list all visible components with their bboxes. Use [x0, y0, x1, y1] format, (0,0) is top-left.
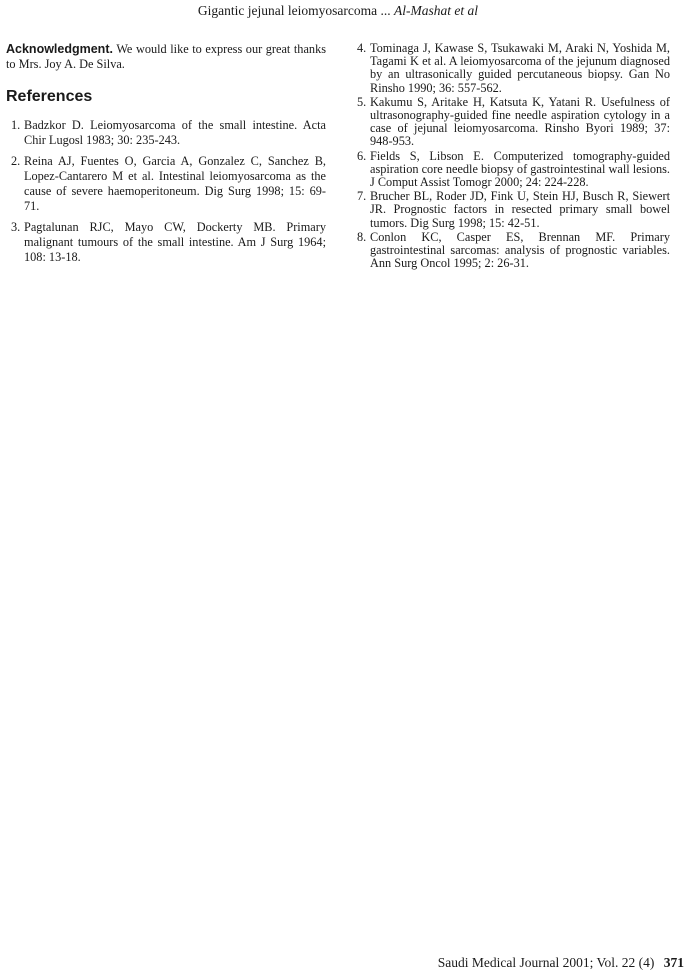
reference-item: [6, 118, 326, 148]
right-column: [352, 42, 670, 271]
reference-list-left: [6, 118, 326, 265]
reference-number: 8.: [357, 229, 367, 244]
reference-text: Reina AJ, Fuentes O, Garcia A, Gonzalez C, Sanchez B, Lopez-Cantarero M et al. Intestinal leiomyosarcoma as the cause of severe haemoperitoneum. Dig Surg 1998; 15: 69-71.: [24, 154, 326, 213]
reference-number: 5.: [357, 94, 367, 109]
reference-text: Brucher BL, Roder JD, Fink U, Stein HJ, Busch R, Siewert JR. Prognostic factors in resected primary small bowel tumors. Dig Surg 1998; 15: 42-51.: [370, 189, 670, 230]
running-header-title: Gigantic jejunal leiomyosarcoma ...: [197, 3, 391, 18]
reference-text: Badzkor D. Leiomyosarcoma of the small intestine. Acta Chir Lugosl 1983; 30: 235-243.: [24, 118, 326, 147]
reference-item: [352, 190, 670, 230]
page-footer: [438, 955, 684, 971]
running-header: [198, 3, 478, 19]
reference-number: 4.: [357, 41, 367, 55]
reference-number: 7.: [357, 189, 367, 204]
reference-number: 2.: [11, 154, 21, 168]
reference-text: Pagtalunan RJC, Mayo CW, Dockerty MB. Primary malignant tumours of the small intestine. Am J Surg 1964; 108: 13-18.: [24, 220, 326, 264]
acknowledgment: [6, 42, 326, 72]
reference-item: [352, 231, 670, 271]
reference-item: [6, 154, 326, 214]
reference-number: 1.: [11, 118, 21, 132]
reference-text: Conlon KC, Casper ES, Brennan MF. Primary gastrointestinal sarcomas: analysis of prognostic variables. Ann Surg Oncol 1995; 2: 26-31.: [370, 229, 670, 271]
reference-item: [352, 42, 670, 95]
reference-number: 6.: [357, 148, 367, 163]
references-title: References: [6, 88, 93, 105]
acknowledgment-heading: Acknowledgment.: [6, 42, 113, 56]
reference-text: Kakumu S, Aritake H, Katsuta K, Yatani R. Usefulness of ultrasonography-guided fine needle aspiration cytology in a case of jejunal leiomyosarcoma. Rinsho Byori 1989; 37: 948-953.: [370, 94, 670, 149]
reference-text: Tominaga J, Kawase S, Tsukawaki M, Araki N, Yoshida M, Tagami K et al. A leiomyosarcoma of the jejunum diagnosed by an ultrasonically guided percutaneous biopsy. Gan No Rinsho 1990; 36: 557-562.: [370, 41, 670, 95]
acknowledgment-text: We would like to express our great thanks to Mrs. Joy A. De Silva.: [6, 42, 326, 71]
reference-list-right: [352, 42, 670, 270]
reference-number: 3.: [11, 220, 21, 234]
reference-item: [352, 96, 670, 149]
page-number: 371: [663, 955, 684, 970]
reference-item: [352, 150, 670, 190]
journal-citation: Saudi Medical Journal 2001; Vol. 22 (4): [437, 955, 655, 970]
running-header-authors: Al-Mashat et al: [394, 3, 478, 18]
left-column: [6, 42, 326, 271]
reference-text: Fields S, Libson E. Computerized tomography-guided aspiration core needle biopsy of gastrointestinal wall lesions. J Comput Assist Tomogr 2000; 24: 224-228.: [370, 148, 670, 190]
reference-item: [6, 220, 326, 265]
